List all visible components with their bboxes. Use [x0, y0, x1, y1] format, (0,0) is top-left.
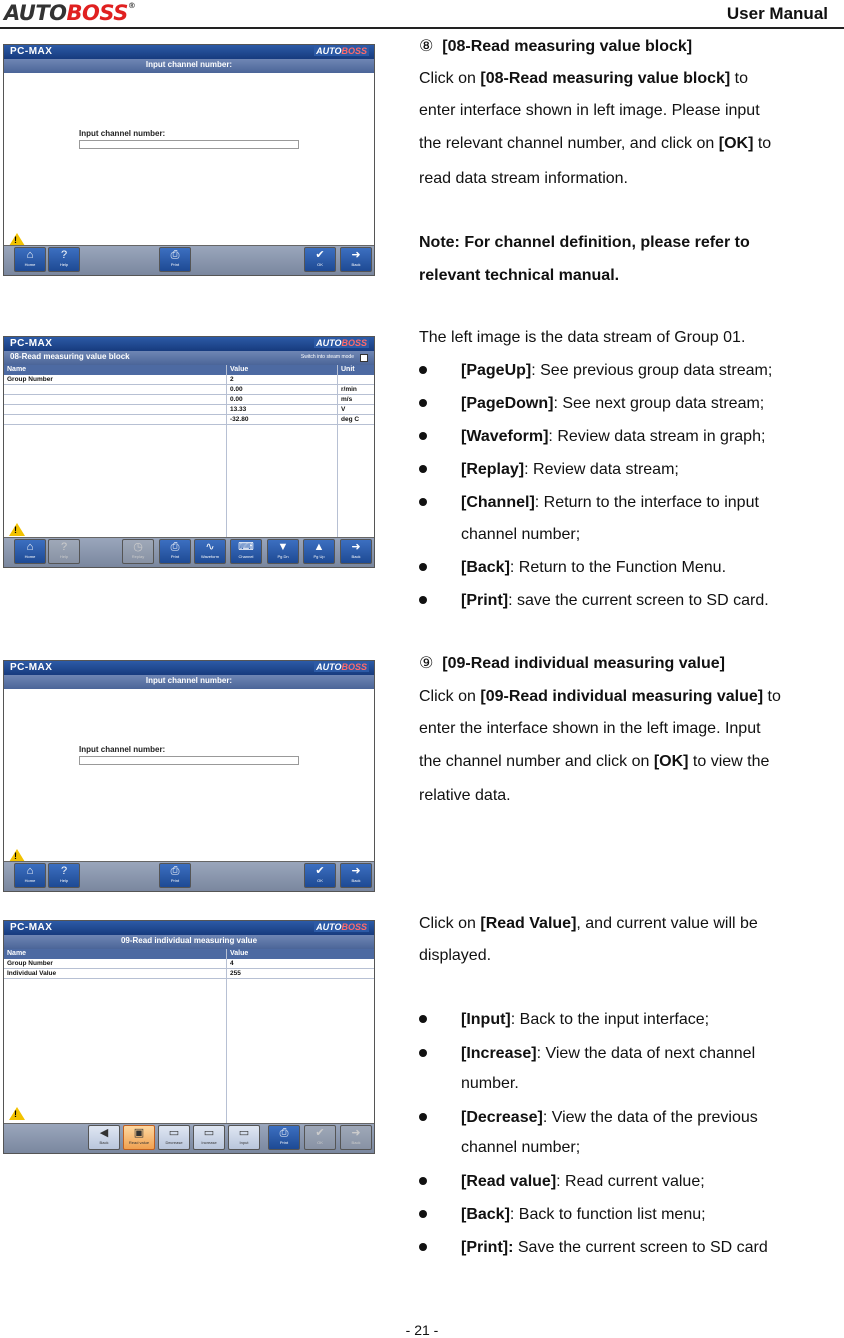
screenshot-input-channel-2: PC-MAX AUTOBOSS Input channel number: Input channel number: ! ⌂ Home ? Help ⎙ Print ✔ OK ➜ Back: [3, 660, 375, 892]
list-item-continuation: number.: [461, 1075, 519, 1092]
check-icon: ✔: [315, 1127, 325, 1139]
back-button[interactable]: ➜ Back: [340, 863, 372, 888]
bullet: [419, 596, 427, 604]
list-item: [Channel]: Return to the interface to input: [461, 494, 759, 511]
increase-icon: ▭: [203, 1127, 215, 1139]
list-item-continuation: channel number;: [461, 526, 581, 543]
table-row: 0.00 r/min: [4, 385, 374, 395]
channel-icon: ⌨: [238, 541, 254, 553]
list-item: [Read value]: Read current value;: [461, 1173, 705, 1190]
print-button[interactable]: ⎙ Print: [268, 1125, 300, 1150]
header-divider: [0, 27, 844, 29]
read-value-icon: ▣: [133, 1127, 145, 1139]
list-item: [Print]: Save the current screen to SD card: [461, 1239, 768, 1256]
back-button[interactable]: ➜ Back: [340, 1125, 372, 1150]
page-down-button[interactable]: ▼ Pg Dn: [267, 539, 299, 564]
check-icon: ✔: [315, 865, 325, 877]
list-item: [Input]: Back to the input interface;: [461, 1011, 710, 1028]
arrow-right-icon: ➜: [351, 1127, 361, 1139]
brand-logo: AUTOBOSS: [316, 662, 367, 672]
arrow-right-icon: ➜: [351, 541, 361, 553]
table-row: 0.00 m/s: [4, 395, 374, 405]
warning-icon: [9, 1107, 25, 1120]
screenshot-input-channel: PC-MAX AUTOBOSS Input channel number: Input channel number: ! ⌂ Home ? Help ⎙ Print ✔ OK ➜ Back: [3, 44, 375, 276]
screen-title: 08-Read measuring value block: [10, 352, 130, 361]
list-item: [Back]: Return to the Function Menu.: [461, 559, 727, 576]
print-icon: ⎙: [170, 541, 180, 553]
stream-mode-label: Switch into steam mode: [300, 354, 354, 360]
section-9-heading: ⑨ [09-Read individual measuring value]: [419, 655, 725, 672]
table-header: Name Value: [4, 949, 374, 959]
home-icon: ⌂: [26, 865, 34, 877]
readvalue-line2: displayed.: [419, 947, 492, 964]
help-button[interactable]: ? Help: [48, 539, 80, 564]
bullet: [419, 1210, 427, 1218]
list-item: [Increase]: View the data of next channel: [461, 1045, 756, 1062]
screenshot-value-block: PC-MAX AUTOBOSS 08-Read measuring value block Switch into steam mode Name Value Unit Group Number 2 0.00 r/min 0.00 m/s 13.33 V -32.80 deg C ! ⌂ Home ? Help ◷ Replay ⎙ Print ∿ Waveform ⌨ Channel ▼ Pg Dn ▲ Pg Up ➜ Back: [3, 336, 375, 568]
home-button[interactable]: ⌂ Home: [14, 247, 46, 272]
page-header: [0, 0, 844, 30]
channel-prompt: Input channel number:: [79, 129, 166, 138]
read-value-button[interactable]: ▣ Read value: [123, 1125, 155, 1150]
ok-button[interactable]: ✔ OK: [304, 247, 336, 272]
bullet: [419, 498, 427, 506]
section-9-line1: Click on [09-Read individual measuring value] to: [419, 688, 781, 705]
app-titlebar: PC-MAX AUTOBOSS: [4, 45, 374, 59]
table-row: -32.80 deg C: [4, 415, 374, 425]
note-line1: Note: For channel definition, please refer to: [419, 234, 750, 251]
table-row: 13.33 V: [4, 405, 374, 415]
note-line2: relevant technical manual.: [419, 267, 620, 284]
input-button[interactable]: ▭ Input: [228, 1125, 260, 1150]
table-row: Group Number 2: [4, 375, 374, 385]
arrow-left-icon: ◀: [99, 1127, 109, 1139]
back-button[interactable]: ➜ Back: [340, 247, 372, 272]
table-row: Individual Value 255: [4, 969, 374, 979]
home-button[interactable]: ⌂ Home: [14, 539, 46, 564]
data-table: Name Value Unit Group Number 2 0.00 r/min 0.00 m/s 13.33 V -32.80 deg C !: [4, 365, 374, 538]
help-icon: ?: [60, 249, 68, 261]
print-button[interactable]: ⎙ Print: [159, 863, 191, 888]
decrease-icon: ▭: [168, 1127, 180, 1139]
channel-button[interactable]: ⌨ Channel: [230, 539, 262, 564]
bullet: [419, 1015, 427, 1023]
increase-button[interactable]: ▭ Increase: [193, 1125, 225, 1150]
waveform-icon: ∿: [205, 541, 215, 553]
home-icon: ⌂: [26, 541, 34, 553]
brand-logo: AUTOBOSS: [316, 46, 367, 56]
bullet: [419, 1177, 427, 1185]
bullet: [419, 1049, 427, 1057]
list-item: [Replay]: Review data stream;: [461, 461, 679, 478]
check-icon: ✔: [315, 249, 325, 261]
screen-title: Input channel number:: [145, 60, 233, 69]
home-button[interactable]: ⌂ Home: [14, 863, 46, 888]
screen-title: Input channel number:: [145, 676, 233, 685]
home-icon: ⌂: [26, 249, 34, 261]
stream-mode-checkbox[interactable]: [360, 354, 368, 362]
warning-icon: [9, 523, 25, 536]
help-icon: ?: [60, 865, 68, 877]
back-left-button[interactable]: ◀ Back: [88, 1125, 120, 1150]
bullet: [419, 366, 427, 374]
bottom-toolbar: [4, 537, 374, 567]
bullet: [419, 1113, 427, 1121]
screenshot-individual-value: PC-MAX AUTOBOSS 09-Read individual measuring value Name Value Group Number 4 Individual Value 255 ! ◀ Back ▣ Read value ▭ Decrease ▭ Increase ▭ Input ⎙ Print ✔ OK ➜ Back: [3, 920, 375, 1154]
bottom-toolbar: [4, 1123, 374, 1153]
bottom-toolbar: [4, 861, 374, 891]
replay-icon: ◷: [133, 541, 143, 553]
print-icon: ⎙: [170, 249, 180, 261]
list-item: [Back]: Back to function list menu;: [461, 1206, 706, 1223]
table-header: Name Value Unit: [4, 365, 374, 375]
waveform-button[interactable]: ∿ Waveform: [194, 539, 226, 564]
screen-title: 09-Read individual measuring value: [120, 936, 258, 945]
autoboss-logo: AUTOBOSS®: [4, 1, 136, 25]
print-button[interactable]: ⎙ Print: [159, 247, 191, 272]
page-number: - 21 -: [405, 1322, 439, 1338]
channel-input[interactable]: [79, 756, 299, 765]
bullet: [419, 399, 427, 407]
data-table: Name Value Group Number 4 Individual Value 255 !: [4, 949, 374, 1124]
arrow-down-icon: ▼: [277, 541, 289, 553]
replay-button[interactable]: ◷ Replay: [122, 539, 154, 564]
decrease-button[interactable]: ▭ Decrease: [158, 1125, 190, 1150]
section-8-line4: read data stream information.: [419, 170, 628, 187]
print-icon: ⎙: [170, 865, 180, 877]
channel-input[interactable]: [79, 140, 299, 149]
stream-intro: The left image is the data stream of Group 01.: [419, 329, 746, 346]
ok-button[interactable]: ✔ OK: [304, 863, 336, 888]
section-8-line2: enter interface shown in left image. Please input: [419, 102, 760, 119]
bullet: [419, 465, 427, 473]
bullet: [419, 432, 427, 440]
print-icon: ⎙: [279, 1127, 289, 1139]
arrow-right-icon: ➜: [351, 865, 361, 877]
bottom-toolbar: [4, 245, 374, 275]
print-button[interactable]: ⎙ Print: [159, 539, 191, 564]
section-8-heading: ⑧ [08-Read measuring value block]: [419, 38, 693, 55]
readvalue-line1: Click on [Read Value], and current value will be: [419, 915, 758, 932]
list-item: [Print]: save the current screen to SD card.: [461, 592, 769, 609]
arrow-right-icon: ➜: [351, 249, 361, 261]
table-row: Group Number 4: [4, 959, 374, 969]
list-item-continuation: channel number;: [461, 1139, 581, 1156]
help-icon: ?: [60, 541, 68, 553]
bullet: [419, 563, 427, 571]
bullet: [419, 1243, 427, 1251]
section-9-line3: the channel number and click on [OK] to view the: [419, 753, 770, 770]
brand-logo: AUTOBOSS: [316, 338, 367, 348]
manual-title: User Manual: [726, 4, 828, 23]
list-item: [Waveform]: Review data stream in graph;: [461, 428, 766, 445]
input-icon: ▭: [238, 1127, 250, 1139]
channel-prompt: Input channel number:: [79, 745, 166, 754]
section-8-line1: Click on [08-Read measuring value block] to: [419, 70, 749, 87]
help-button[interactable]: ? Help: [48, 247, 80, 272]
arrow-up-icon: ▲: [313, 541, 325, 553]
ok-button[interactable]: ✔ OK: [304, 1125, 336, 1150]
section-8-line3: the relevant channel number, and click on [OK] to: [419, 135, 772, 152]
list-item: [PageDown]: See next group data stream;: [461, 395, 765, 412]
page-up-button[interactable]: ▲ Pg Up: [303, 539, 335, 564]
brand-logo: AUTOBOSS: [316, 922, 367, 932]
list-item: [PageUp]: See previous group data stream;: [461, 362, 773, 379]
section-9-line4: relative data.: [419, 787, 511, 804]
back-button[interactable]: ➜ Back: [340, 539, 372, 564]
list-item: [Decrease]: View the data of the previous: [461, 1109, 758, 1126]
help-button[interactable]: ? Help: [48, 863, 80, 888]
section-9-line2: enter the interface shown in the left image. Input: [419, 720, 761, 737]
